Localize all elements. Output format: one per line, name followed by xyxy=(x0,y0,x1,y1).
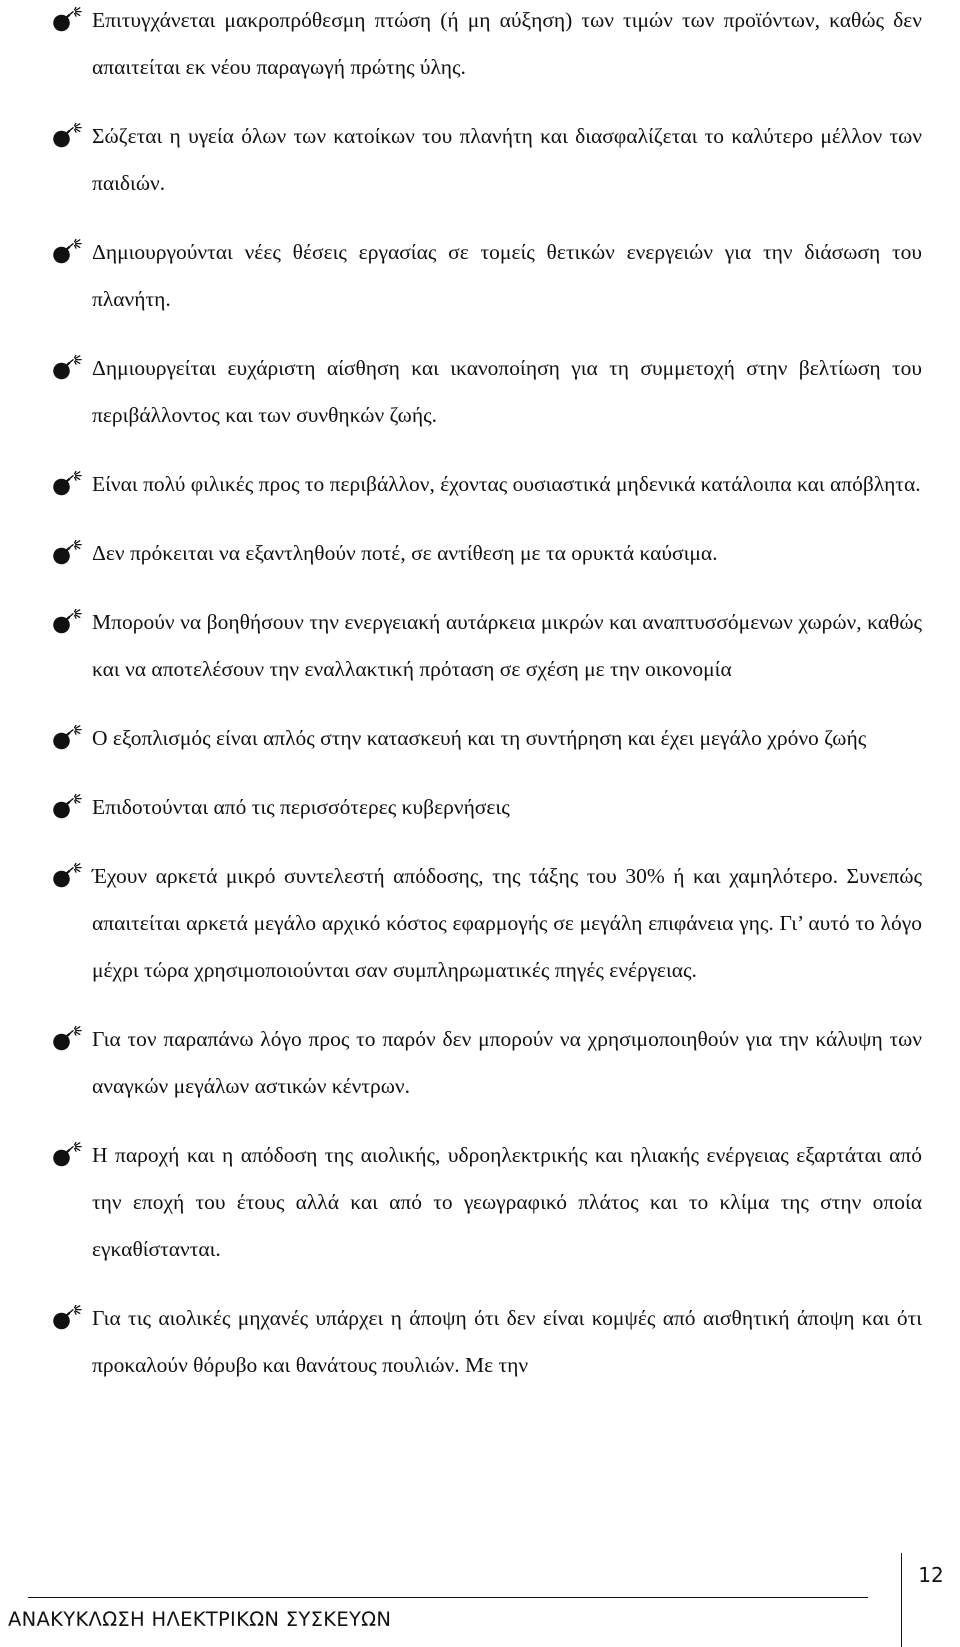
bullet-item-3 xyxy=(52,229,922,323)
bullet-text: Δημιουργείται ευχάριστη αίσθηση και ικανοποίηση για τη συμμετοχή στην βελτίωση του περιβάλλοντος και των συνθηκών ζωής. xyxy=(92,356,922,427)
bomb-icon xyxy=(52,471,84,497)
bullet-text: Η παροχή και η απόδοση της αιολικής, υδροηλεκτρικής και ηλιακής ενέργειας εξαρτάται από την εποχή του έτους αλλά και από το γεωγραφικό πλάτος και το κλίμα της στην οποία εγκαθίστανται. xyxy=(92,1143,922,1261)
bomb-icon xyxy=(52,794,84,820)
bullet-item-11 xyxy=(52,1016,922,1110)
page-number: 12 xyxy=(918,1563,944,1587)
page-number-box xyxy=(901,1553,960,1647)
bullet-item-12 xyxy=(52,1132,922,1273)
bullet-text: Επιτυγχάνεται μακροπρόθεσμη πτώση (ή μη αύξηση) των τιμών των προϊόντων, καθώς δεν απαιτείται εκ νέου παραγωγή πρώτης ύλης. xyxy=(92,8,922,79)
bomb-icon xyxy=(52,7,84,33)
bullet-list xyxy=(52,0,922,1411)
footer-title: ΑΝΑΚΥΚΛΩΣΗ ΗΛΕΚΤΡΙΚΩΝ ΣΥΣΚΕΥΩΝ xyxy=(8,1608,392,1631)
bomb-icon xyxy=(52,1305,84,1331)
bullet-text: Σώζεται η υγεία όλων των κατοίκων του πλανήτη και διασφαλίζεται το καλύτερο μέλλον των παιδιών. xyxy=(92,124,922,195)
bullet-text: Ο εξοπλισμός είναι απλός στην κατασκευή και τη συντήρηση και έχει μεγάλο χρόνο ζωής xyxy=(92,726,867,750)
bullet-item-2 xyxy=(52,113,922,207)
bullet-text: Επιδοτούνται από τις περισσότερες κυβερνήσεις xyxy=(92,795,510,819)
bomb-icon xyxy=(52,863,84,889)
bullet-item-10 xyxy=(52,853,922,994)
bomb-icon xyxy=(52,355,84,381)
bullet-item-1 xyxy=(52,0,922,91)
bullet-item-6 xyxy=(52,530,922,577)
bullet-text: Για τις αιολικές μηχανές υπάρχει η άποψη ότι δεν είναι κομψές από αισθητική άποψη και ότι προκαλούν θόρυβο και θανάτους πουλιών. Με την xyxy=(92,1306,922,1377)
bomb-icon xyxy=(52,1026,84,1052)
bullet-item-13 xyxy=(52,1295,922,1389)
footer-rule xyxy=(28,1597,868,1598)
bullet-item-8 xyxy=(52,715,922,762)
bullet-item-4 xyxy=(52,345,922,439)
bomb-icon xyxy=(52,609,84,635)
bullet-item-7 xyxy=(52,599,922,693)
bullet-item-5 xyxy=(52,461,922,508)
bullet-text: Δεν πρόκειται να εξαντληθούν ποτέ, σε αντίθεση με τα ορυκτά καύσιμα. xyxy=(92,541,718,565)
bomb-icon xyxy=(52,1142,84,1168)
bullet-text: Μπορούν να βοηθήσουν την ενεργειακή αυτάρκεια μικρών και αναπτυσσόμενων χωρών, καθώς και να αποτελέσουν την εναλλακτική πρόταση σε σχέση με την οικονομία xyxy=(92,610,922,681)
bomb-icon xyxy=(52,725,84,751)
bomb-icon xyxy=(52,239,84,265)
bullet-text: Δημιουργούνται νέες θέσεις εργασίας σε τομείς θετικών ενεργειών για την διάσωση του πλανήτη. xyxy=(92,240,922,311)
bullet-text: Για τον παραπάνω λόγο προς το παρόν δεν μπορούν να χρησιμοποιηθούν για την κάλυψη των αναγκών μεγάλων αστικών κέντρων. xyxy=(92,1027,922,1098)
bullet-text: Είναι πολύ φιλικές προς το περιβάλλον, έχοντας ουσιαστικά μηδενικά κατάλοιπα και απόβλητα. xyxy=(92,472,921,496)
bomb-icon xyxy=(52,540,84,566)
bomb-icon xyxy=(52,123,84,149)
bullet-text: Έχουν αρκετά μικρό συντελεστή απόδοσης, της τάξης του 30% ή και χαμηλότερο. Συνεπώς απαιτείται αρκετά μεγάλο αρχικό κόστος εφαρμογής σε μεγάλη επιφάνεια γης. Γι’ αυτό το λόγο μέχρι τώρα χρησιμοποιούνται σαν συμπληρωματικές πηγές ενέργειας. xyxy=(92,864,922,982)
page-footer xyxy=(0,1563,960,1647)
bullet-item-9 xyxy=(52,784,922,831)
